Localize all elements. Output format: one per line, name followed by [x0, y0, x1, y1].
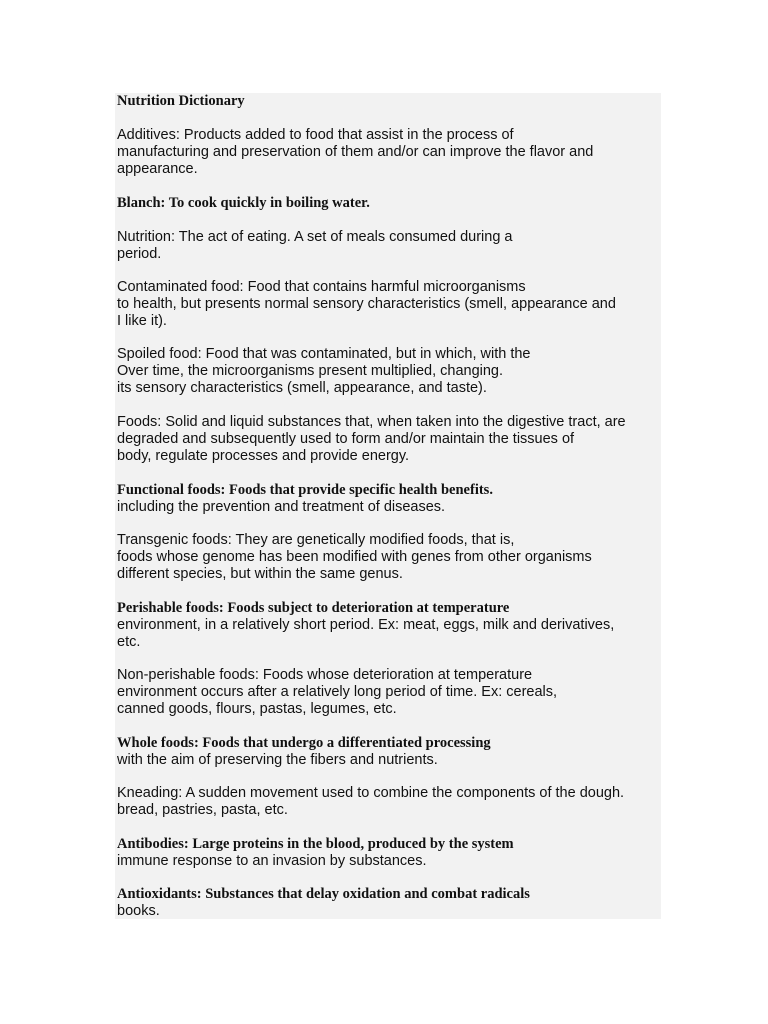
text-line: immune response to an invasion by substances.: [117, 853, 427, 869]
text-line: with the aim of preserving the fibers and nutrients.: [117, 752, 438, 768]
text-line: including the prevention and treatment of diseases.: [117, 499, 446, 515]
term-line-bold: Blanch: To cook quickly in boiling water.: [117, 195, 370, 211]
text-line: canned goods, flours, pastas, legumes, etc.: [117, 701, 397, 717]
text-line: Spoiled food: Food that was contaminated, but in which, with the: [117, 346, 531, 362]
text-line: Kneading: A sudden movement used to combine the components of the dough.: [117, 785, 625, 801]
document-title: Nutrition Dictionary: [117, 93, 245, 109]
text-line: Over time, the microorganisms present multiplied, changing.: [117, 363, 504, 379]
text-line: Transgenic foods: They are genetically modified foods, that is,: [117, 532, 515, 548]
text-line: I like it).: [117, 313, 167, 329]
text-line: environment occurs after a relatively long period of time. Ex: cereals,: [117, 684, 558, 700]
text-line: Foods: Solid and liquid substances that, when taken into the digestive tract, are: [117, 414, 626, 430]
document-body: [115, 93, 661, 919]
text-line: books.: [117, 903, 160, 919]
term-line-bold: Perishable foods: Foods subject to deterioration at temperature: [117, 600, 510, 616]
term-line-bold: Whole foods: Foods that undergo a differentiated processing: [117, 735, 491, 751]
text-line: to health, but presents normal sensory characteristics (smell, appearance and: [117, 296, 616, 312]
text-line: Non-perishable foods: Foods whose deterioration at temperature: [117, 667, 533, 683]
term-line-bold: Antibodies: Large proteins in the blood, produced by the system: [117, 836, 514, 852]
text-line: Nutrition: The act of eating. A set of meals consumed during a: [117, 229, 513, 245]
text-line: appearance.: [117, 161, 198, 177]
term-line-bold: Functional foods: Foods that provide specific health benefits.: [117, 482, 493, 498]
text-line: Contaminated food: Food that contains harmful microorganisms: [117, 279, 526, 295]
text-line: foods whose genome has been modified with genes from other organisms: [117, 549, 592, 565]
text-line: period.: [117, 246, 162, 262]
text-line: its sensory characteristics (smell, appearance, and taste).: [117, 380, 487, 396]
text-line: etc.: [117, 634, 141, 650]
text-line: different species, but within the same genus.: [117, 566, 403, 582]
text-line: bread, pastries, pasta, etc.: [117, 802, 288, 818]
text-line: degraded and subsequently used to form and/or maintain the tissues of: [117, 431, 575, 447]
text-line: manufacturing and preservation of them and/or can improve the flavor and: [117, 144, 594, 160]
text-line: environment, in a relatively short period. Ex: meat, eggs, milk and derivatives,: [117, 617, 615, 633]
text-line: body, regulate processes and provide energy.: [117, 448, 410, 464]
term-line-bold: Antioxidants: Substances that delay oxidation and combat radicals: [117, 886, 530, 902]
text-line: Additives: Products added to food that assist in the process of: [117, 127, 514, 143]
